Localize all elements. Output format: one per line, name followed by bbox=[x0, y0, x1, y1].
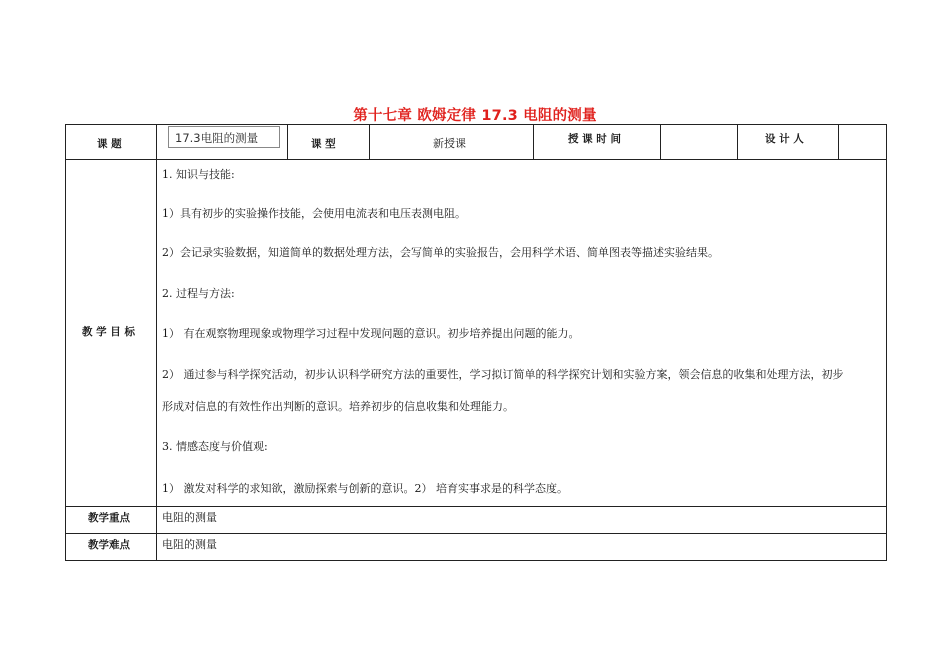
objective-line: 1） 有在观察物理现象或物理学习过程中发现问题的意识。初步培养提出问题的能力。 bbox=[162, 327, 580, 340]
row-divider-keypoints bbox=[65, 533, 887, 534]
difficult-points-label: 教学难点 bbox=[88, 539, 130, 551]
row-divider-objectives bbox=[65, 506, 887, 507]
objective-line: 形成对信息的有效性作出判断的意识。培养初步的信息收集和处理能力。 bbox=[162, 400, 514, 413]
course-value-box bbox=[168, 126, 280, 148]
difficult-points-value: 电阻的测量 bbox=[162, 538, 217, 551]
objective-line: 2）会记录实验数据，知道简单的数据处理方法，会写简单的实验报告，会用科学术语、简单图表等描述实验结果。 bbox=[162, 246, 719, 259]
key-points-value: 电阻的测量 bbox=[162, 511, 217, 524]
key-points-label: 教学重点 bbox=[88, 512, 130, 524]
course-value: 17.3电阻的测量 bbox=[175, 131, 259, 145]
objective-line: 2） 通过参与科学探究活动，初步认识科学研究方法的重要性，学习拟订简单的科学探究计划和实验方案，领会信息的收集和处理方法，初步 bbox=[162, 368, 844, 381]
type-value: 新授课 bbox=[433, 137, 466, 150]
teaching-time-label: 授 课 时 间 bbox=[568, 133, 621, 145]
objective-line: 1） 激发对科学的求知欲，激励探索与创新的意识。2） 培育实事求是的科学态度。 bbox=[162, 482, 568, 495]
col-divider-label bbox=[156, 124, 157, 561]
course-label: 课 题 bbox=[97, 138, 122, 150]
col-divider-time bbox=[660, 124, 661, 159]
type-label: 课 型 bbox=[311, 138, 336, 150]
col-divider-type bbox=[369, 124, 370, 159]
col-divider-designer bbox=[838, 124, 839, 159]
objective-line: 3. 情感态度与价值观: bbox=[162, 440, 268, 453]
objectives-label: 教 学 目 标 bbox=[82, 326, 135, 338]
objective-line: 1）具有初步的实验操作技能，会使用电流表和电压表测电阻。 bbox=[162, 207, 466, 220]
col-divider-type-value bbox=[533, 124, 534, 159]
row-divider-header bbox=[65, 159, 887, 160]
document-title: 第十七章 欧姆定律 17.3 电阻的测量 bbox=[353, 108, 597, 124]
col-divider-time-value bbox=[737, 124, 738, 159]
designer-label: 设 计 人 bbox=[765, 133, 804, 145]
objective-line: 1. 知识与技能: bbox=[162, 168, 235, 181]
col-divider-course bbox=[287, 124, 288, 159]
objective-line: 2. 过程与方法: bbox=[162, 287, 235, 300]
